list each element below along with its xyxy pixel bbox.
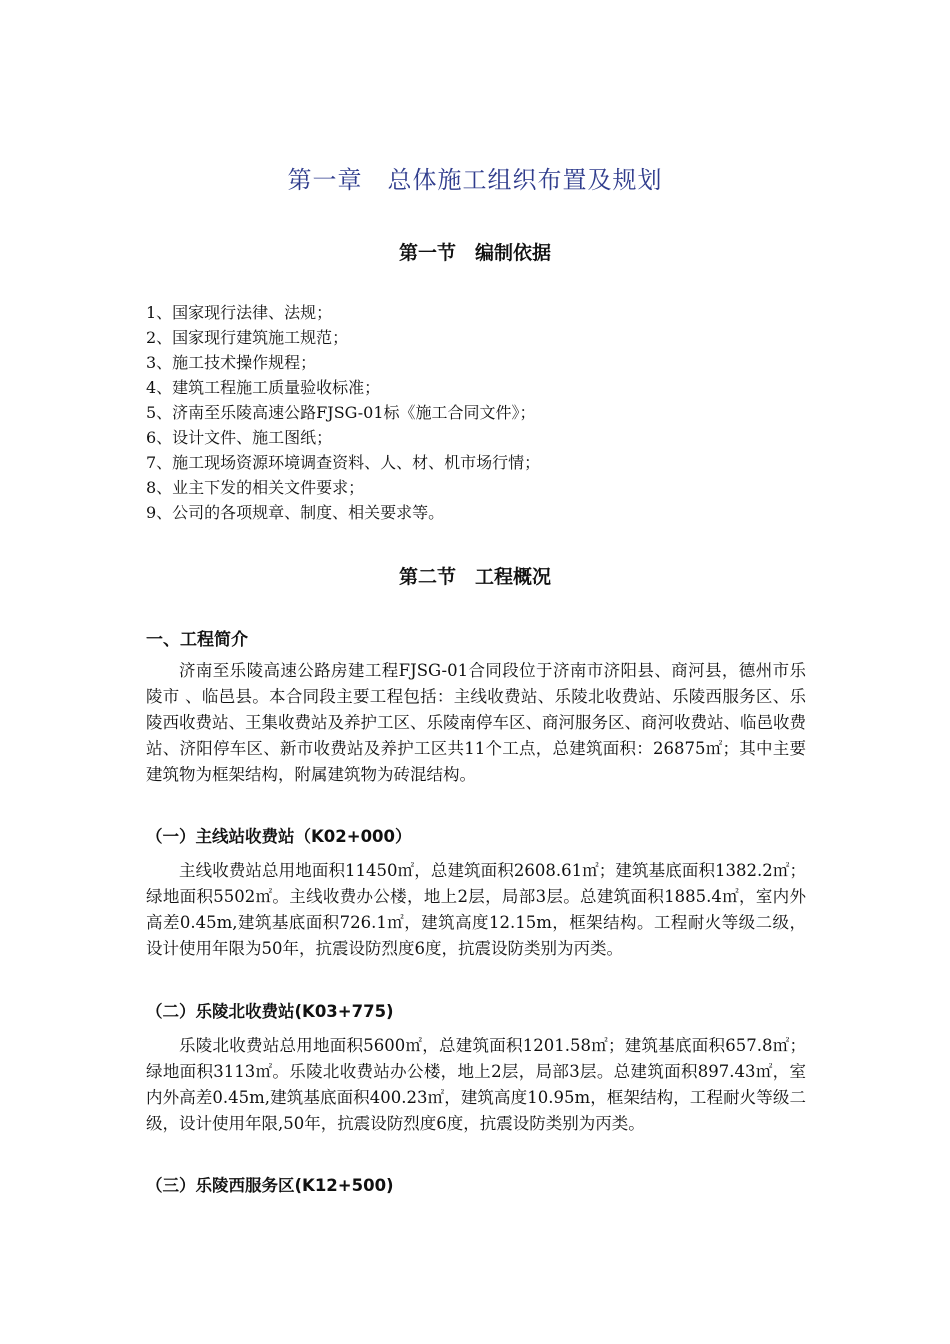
- sub-heading-laoling-west: （三）乐陵西服务区(K12+500): [146, 1176, 394, 1195]
- list-item: 3、施工技术操作规程；: [146, 353, 317, 372]
- list-item: 6、设计文件、施工图纸；: [146, 428, 333, 447]
- list-item: 5、济南至乐陵高速公路FJSG-01标《施工合同文件》；: [146, 403, 536, 422]
- list-item: 8、业主下发的相关文件要求；: [146, 478, 365, 497]
- sub-heading-laoling-north: （二）乐陵北收费站(K03+775): [146, 1002, 394, 1021]
- list-item: 9、公司的各项规章、制度、相关要求等。: [146, 503, 445, 522]
- list-item: 1、国家现行法律、法规；: [146, 303, 333, 322]
- section-title-overview: 第二节 工程概况: [398, 566, 551, 588]
- list-item: 7、施工现场资源环境调查资料、人、材、机市场行情；: [146, 453, 541, 472]
- intro-paragraph: 济南至乐陵高速公路房建工程FJSG-01合同段位于济南市济阳县、商河县，德州市乐陵市 、临邑县。本合同段主要工程包括：主线收费站、乐陵北收费站、乐陵西服务区、乐陵西收费站、王集收费站及养护工区、乐陵南停车区、商河服务区、商河收费站、临邑收费站、济阳停车区、新市收费站及养护工区共11个工点，总建筑面积：26875㎡；其中主要建筑物为框架结构，附属建筑物为砖混结构。: [146, 661, 806, 784]
- laoling-north-paragraph: 乐陵北收费站总用地面积5600㎡，总建筑面积1201.58㎡；建筑基底面积657.8㎡；绿地面积3113㎡。乐陵北收费站办公楼，地上2层，局部3层。总建筑面积897.43㎡，室内外高差0.45m,建筑基底面积400.23㎡，建筑高度10.95m，框架结构，工程耐火等级二级，设计使用年限,50年，抗震设防烈度6度，抗震设防类别为丙类。: [146, 1036, 806, 1133]
- section-title-basis: 第一节 编制依据: [398, 242, 551, 264]
- basis-list: [146, 300, 846, 525]
- list-item: 4、建筑工程施工质量验收标准；: [146, 378, 381, 397]
- intro-heading: 一、工程简介: [146, 630, 248, 650]
- list-item: 2、国家现行建筑施工规范；: [146, 328, 349, 347]
- main-toll-paragraph: 主线收费站总用地面积11450㎡，总建筑面积2608.61㎡；建筑基底面积1382.2㎡；绿地面积5502㎡。主线收费办公楼，地上2层，局部3层。总建筑面积1885.4㎡，室内外高差0.45m,建筑基底面积726.1㎡，建筑高度12.15m，框架结构。工程耐火等级二级，设计使用年限为50年，抗震设防烈度6度，抗震设防类别为丙类。: [146, 861, 806, 958]
- sub-heading-main-toll: （一）主线站收费站（K02+000）: [146, 827, 412, 846]
- chapter-title: 第一章 总体施工组织布置及规划: [287, 166, 663, 194]
